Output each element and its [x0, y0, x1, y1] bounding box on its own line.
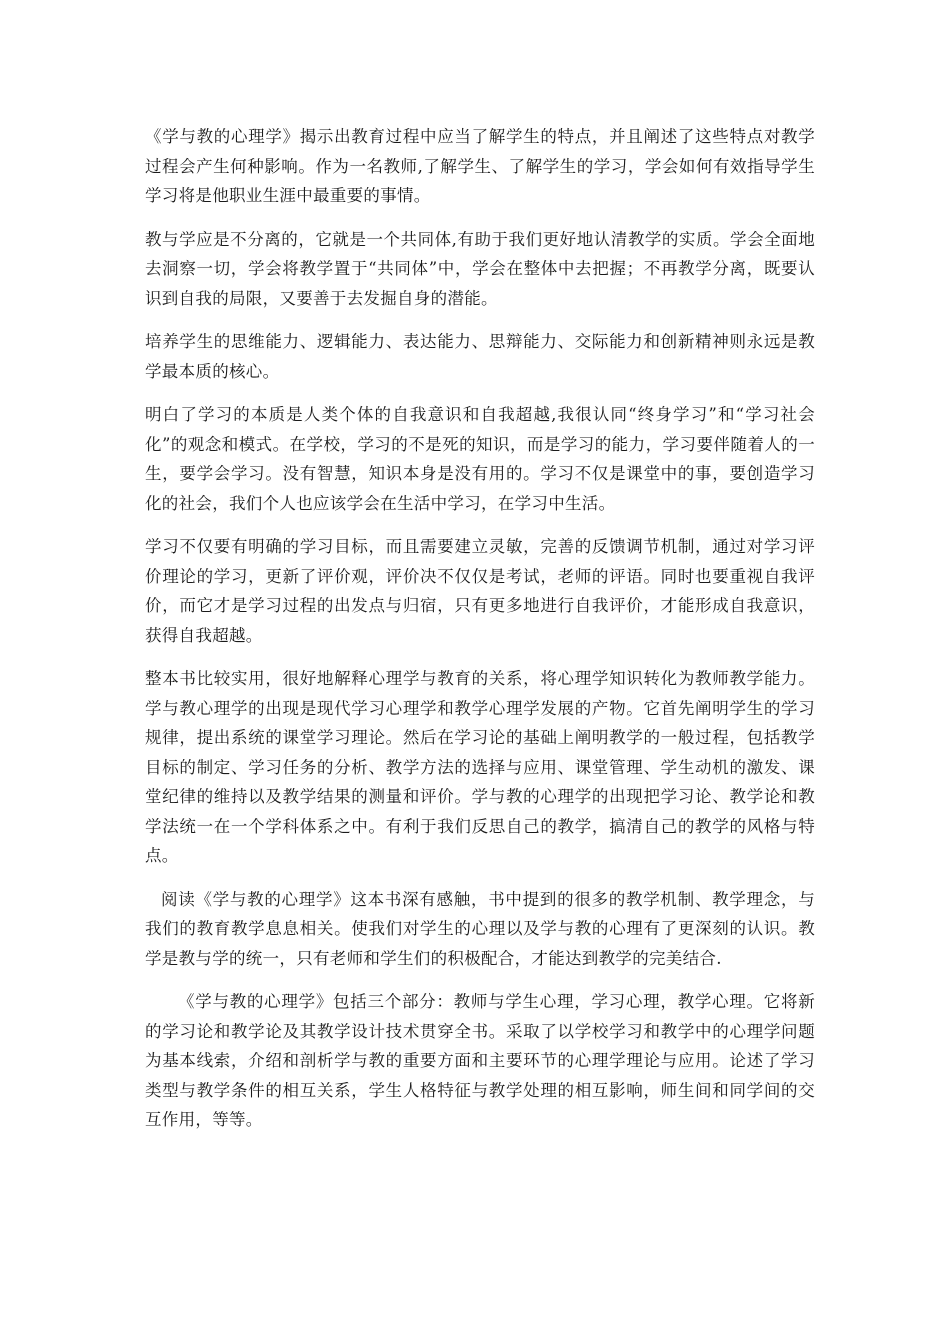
paragraph-6: 整本书比较实用，很好地解释心理学与教育的关系，将心理学知识转化为教师教学能力。学与教心理学的出现是现代学习心理学和教学心理学发展的产物。它首先阐明学生的学习规律，提出系统的课堂学习理论。然后在学习论的基础上阐明教学的一般过程，包括教学目标的制定、学习任务的分析、教学方法的选择与应用、课堂管理、学生动机的激发、课堂纪律的维持以及教学结果的测量和评价。学与教的心理学的出现把学习论、教学论和教学法统一在一个学科体系之中。有利于我们反思自己的教学，搞清自己的教学的风格与特点。 — [145, 669, 815, 865]
document-body — [145, 122, 815, 1149]
paragraph-4: 明白了学习的本质是人类个体的自我意识和自我超越,我很认同“终身学习”和“学习社会化”的观念和模式。在学校，学习的不是死的知识，而是学习的能力，学习要伴随着人的一生，要学会学习。没有智慧，知识本身是没有用的。学习不仅是课堂中的事，要创造学习化的社会，我们个人也应该学会在生活中学习，在学习中生活。 — [145, 405, 815, 513]
paragraph-8: 《学与教的心理学》包括三个部分：教师与学生心理，学习心理，教学心理。它将新的学习论和教学论及其教学设计技术贯穿全书。采取了以学校学习和教学中的心理学问题为基本线索，介绍和剖析学与教的重要方面和主要环节的心理学理论与应用。论述了学习类型与教学条件的相互关系，学生人格特征与教学处理的相互影响，师生间和同学间的交互作用，等等。 — [145, 992, 815, 1129]
paragraph-1: 《学与教的心理学》揭示出教育过程中应当了解学生的特点，并且阐述了这些特点对教学过程会产生何种影响。作为一名教师,了解学生、了解学生的学习，学会如何有效指导学生学习将是他职业生涯中最重要的事情。 — [145, 127, 815, 205]
paragraph-7: 阅读《学与教的心理学》这本书深有感触，书中提到的很多的教学机制、教学理念，与我们的教育教学息息相关。使我们对学生的心理以及学与教的心理有了更深刻的认识。教学是教与学的统一，只有老师和学生们的积极配合，才能达到教学的完美结合. — [145, 889, 815, 968]
paragraph-3: 培养学生的思维能力、逻辑能力、表达能力、思辩能力、交际能力和创新精神则永远是教学最本质的核心。 — [145, 332, 815, 381]
paragraph-5: 学习不仅要有明确的学习目标，而且需要建立灵敏，完善的反馈调节机制，通过对学习评价理论的学习，更新了评价观，评价决不仅仅是考试，老师的评语。同时也要重视自我评价，而它才是学习过程的出发点与归宿，只有更多地进行自我评价，才能形成自我意识，获得自我超越。 — [145, 537, 815, 645]
paragraph-2: 教与学应是不分离的，它就是一个共同体,有助于我们更好地认清教学的实质。学会全面地去洞察一切，学会将教学置于“共同体”中，学会在整体中去把握；不再教学分离，既要认识到自我的局限，又要善于去发掘自身的潜能。 — [145, 229, 815, 308]
